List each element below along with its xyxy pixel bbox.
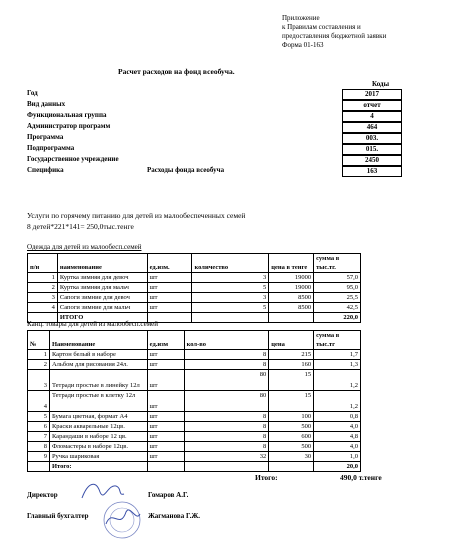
table-header-row <box>28 331 361 350</box>
cell-unit: шт <box>147 422 184 432</box>
cell-num: 8 <box>28 442 50 452</box>
director-name: Гомаров А.Г. <box>148 491 189 499</box>
header-label: Вид данных <box>27 100 66 108</box>
header-row-specifics <box>27 166 437 176</box>
cell-num: 2 <box>28 283 58 293</box>
stationery-table <box>27 330 361 472</box>
cell-unit: шт <box>147 283 192 293</box>
clothes-caption: Одежда для детей из малообесп.семей <box>27 243 142 251</box>
cell-num: 3 <box>28 370 50 391</box>
clothes-table <box>27 253 361 323</box>
cell-num: 5 <box>28 412 50 422</box>
header-row-functional-group <box>27 111 437 121</box>
header-label: Год <box>27 89 38 97</box>
cell-num: 9 <box>28 452 50 462</box>
table-header-row <box>28 254 361 273</box>
director-label: Директор <box>27 491 58 499</box>
cell-unit: шт <box>147 360 184 370</box>
cell-unit: шт <box>147 412 184 422</box>
cell-name: Тетради простые в линейку 12л <box>49 370 147 391</box>
cell-sum: 1,3 <box>314 360 361 370</box>
official-stamp-seal <box>98 500 146 540</box>
cell-sum: 4,0 <box>314 442 361 452</box>
header-row-institution <box>27 155 437 165</box>
table-total-row <box>28 462 361 472</box>
cell-price: 500 <box>269 422 314 432</box>
cell-sum: 25,5 <box>314 293 361 303</box>
cell-name: Фломастеры в наборе 12цв. <box>49 442 147 452</box>
cell-price: 15 <box>269 391 314 412</box>
header-label: Специфика <box>27 166 64 174</box>
cell-num: 3 <box>28 293 58 303</box>
header-row-data-type <box>27 100 437 110</box>
cell-price: 100 <box>269 412 314 422</box>
cell-unit: шт <box>147 370 184 391</box>
cell-qty: 80 <box>184 391 269 412</box>
col-header: количество <box>192 254 269 273</box>
col-header: Наименование <box>49 331 147 350</box>
cell-name: Куртка зимняя для мальч <box>57 283 147 293</box>
cell-price: 8500 <box>269 303 314 313</box>
col-header: п/н <box>28 254 58 273</box>
header-code: 163 <box>342 166 402 177</box>
cell-unit: шт <box>147 452 184 462</box>
col-header: ед.изм. <box>147 254 192 273</box>
col-header: сумма в тыс.тг. <box>314 254 361 273</box>
cell-qty: 32 <box>184 452 269 462</box>
table-row <box>28 350 361 360</box>
section-hot-meals-title: Услуги по горячему питанию для детей из малообеспеченных семей <box>27 211 246 220</box>
cell-unit: шт <box>147 303 192 313</box>
cell-sum: 1,2 <box>314 370 361 391</box>
table-row <box>28 432 361 442</box>
header-code: 2017 <box>342 89 402 100</box>
cell-num: 2 <box>28 360 50 370</box>
table-row <box>28 293 361 303</box>
col-header: наименование <box>57 254 147 273</box>
header-code: 003. <box>342 133 402 144</box>
header-label: Программа <box>27 133 64 141</box>
cell-qty: 5 <box>192 283 269 293</box>
header-label: Функциональная группа <box>27 111 107 119</box>
cell-sum: 1,0 <box>314 452 361 462</box>
cell-price: 600 <box>269 432 314 442</box>
cell-sum: 0,8 <box>314 412 361 422</box>
table-row <box>28 412 361 422</box>
cell-qty: 8 <box>184 422 269 432</box>
header-label: Подпрограмма <box>27 144 75 152</box>
col-header: ед.изм <box>147 331 184 350</box>
cell-qty: 8 <box>184 432 269 442</box>
table-row <box>28 391 361 412</box>
appendix-line-1: Приложение <box>282 14 320 22</box>
cell-unit: шт <box>147 273 192 283</box>
header-code: 464 <box>342 122 402 133</box>
stationery-caption: Канц. товары для детей из малообесп.семей <box>27 320 159 328</box>
accountant-label: Главный бухгалтер <box>27 512 89 520</box>
section-hot-meals-formula: 8 детей*221*141= 250,0тыс.тенге <box>27 222 134 231</box>
cell-unit: шт <box>147 432 184 442</box>
cell-price: 15 <box>269 370 314 391</box>
document-title: Расчет расходов на фонд всеобуча. <box>118 67 235 76</box>
cell-name: Альбом для рисования 24л. <box>49 360 147 370</box>
header-row-program <box>27 133 437 143</box>
table-row <box>28 303 361 313</box>
cell-num: 4 <box>28 303 58 313</box>
cell-unit: шт <box>147 293 192 303</box>
col-header: № <box>28 331 50 350</box>
cell-price: 160 <box>269 360 314 370</box>
accountant-name: Жагманова Г.Ж. <box>148 512 201 520</box>
header-label: Администратор программ <box>27 122 111 130</box>
cell-name: Сапоги зимние для мальч <box>57 303 147 313</box>
cell-price: 215 <box>269 350 314 360</box>
table-row <box>28 283 361 293</box>
cell-qty: 8 <box>184 360 269 370</box>
cell-sum: 57,0 <box>314 273 361 283</box>
header-code: отчет <box>342 100 402 111</box>
header-code: 2450 <box>342 155 402 166</box>
col-header: кол-во <box>184 331 269 350</box>
cell-price: 500 <box>269 442 314 452</box>
cell-qty: 80 <box>184 370 269 391</box>
header-code: 015. <box>342 144 402 155</box>
cell-num: 7 <box>28 432 50 442</box>
total-value: 20,0 <box>314 462 361 472</box>
cell-price: 19000 <box>269 283 314 293</box>
appendix-line-4: Форма 01-163 <box>282 41 324 49</box>
col-header: сумма в тыс.тг <box>314 331 361 350</box>
total-value: 220,0 <box>314 313 361 323</box>
cell-price: 30 <box>269 452 314 462</box>
grand-total-label: Итого: <box>255 473 278 482</box>
cell-num: 1 <box>28 350 50 360</box>
cell-qty: 8 <box>184 442 269 452</box>
cell-sum: 4,0 <box>314 422 361 432</box>
total-label: Итого: <box>49 462 147 472</box>
cell-sum: 1,7 <box>314 350 361 360</box>
header-row-administrator <box>27 122 437 132</box>
cell-price: 19000 <box>269 273 314 283</box>
cell-sum: 1,2 <box>314 391 361 412</box>
cell-unit: шт <box>147 350 184 360</box>
table-row <box>28 442 361 452</box>
cell-sum: 95,0 <box>314 283 361 293</box>
cell-name: Сапоги зимние для девоч <box>57 293 147 303</box>
table-row <box>28 370 361 391</box>
cell-qty: 3 <box>192 273 269 283</box>
cell-name: Карандаши в наборе 12 цв. <box>49 432 147 442</box>
cell-price: 8500 <box>269 293 314 303</box>
header-mid-text: Расходы фонда всеобуча <box>147 166 225 174</box>
cell-qty: 8 <box>184 412 269 422</box>
total-label: ИТОГО <box>57 313 147 323</box>
appendix-line-2: к Правилам составления и <box>282 23 361 31</box>
cell-name: Тетради простые в клетку 12л <box>49 391 147 412</box>
cell-qty: 5 <box>192 303 269 313</box>
cell-unit: шт <box>147 442 184 452</box>
codes-header: Коды <box>372 80 390 88</box>
appendix-block <box>282 14 386 50</box>
cell-name: Краски акварельные 12цв. <box>49 422 147 432</box>
header-row-year <box>27 89 437 99</box>
cell-num: 1 <box>28 273 58 283</box>
header-label: Государственное учреждение <box>27 155 119 163</box>
cell-name: Бумага цветная, формат А4 <box>49 412 147 422</box>
cell-unit: шт <box>147 391 184 412</box>
col-header: цена <box>269 331 314 350</box>
cell-sum: 4,8 <box>314 432 361 442</box>
cell-qty: 8 <box>184 350 269 360</box>
cell-name: Картон белый в наборе <box>49 350 147 360</box>
table-row <box>28 422 361 432</box>
header-row-subprogram <box>27 144 437 154</box>
cell-qty: 3 <box>192 293 269 303</box>
table-row <box>28 273 361 283</box>
grand-total-value: 490,0 т.тенге <box>340 473 382 482</box>
col-header: цена в тенге <box>269 254 314 273</box>
cell-sum: 42,5 <box>314 303 361 313</box>
cell-name: Ручка шариковая <box>49 452 147 462</box>
cell-num: 6 <box>28 422 50 432</box>
header-code: 4 <box>342 111 402 122</box>
cell-name: Куртка зимняя для девоч <box>57 273 147 283</box>
table-row <box>28 360 361 370</box>
cell-num: 4 <box>28 391 50 412</box>
table-row <box>28 452 361 462</box>
appendix-line-3: предоставления бюджетной заявки <box>282 32 387 40</box>
